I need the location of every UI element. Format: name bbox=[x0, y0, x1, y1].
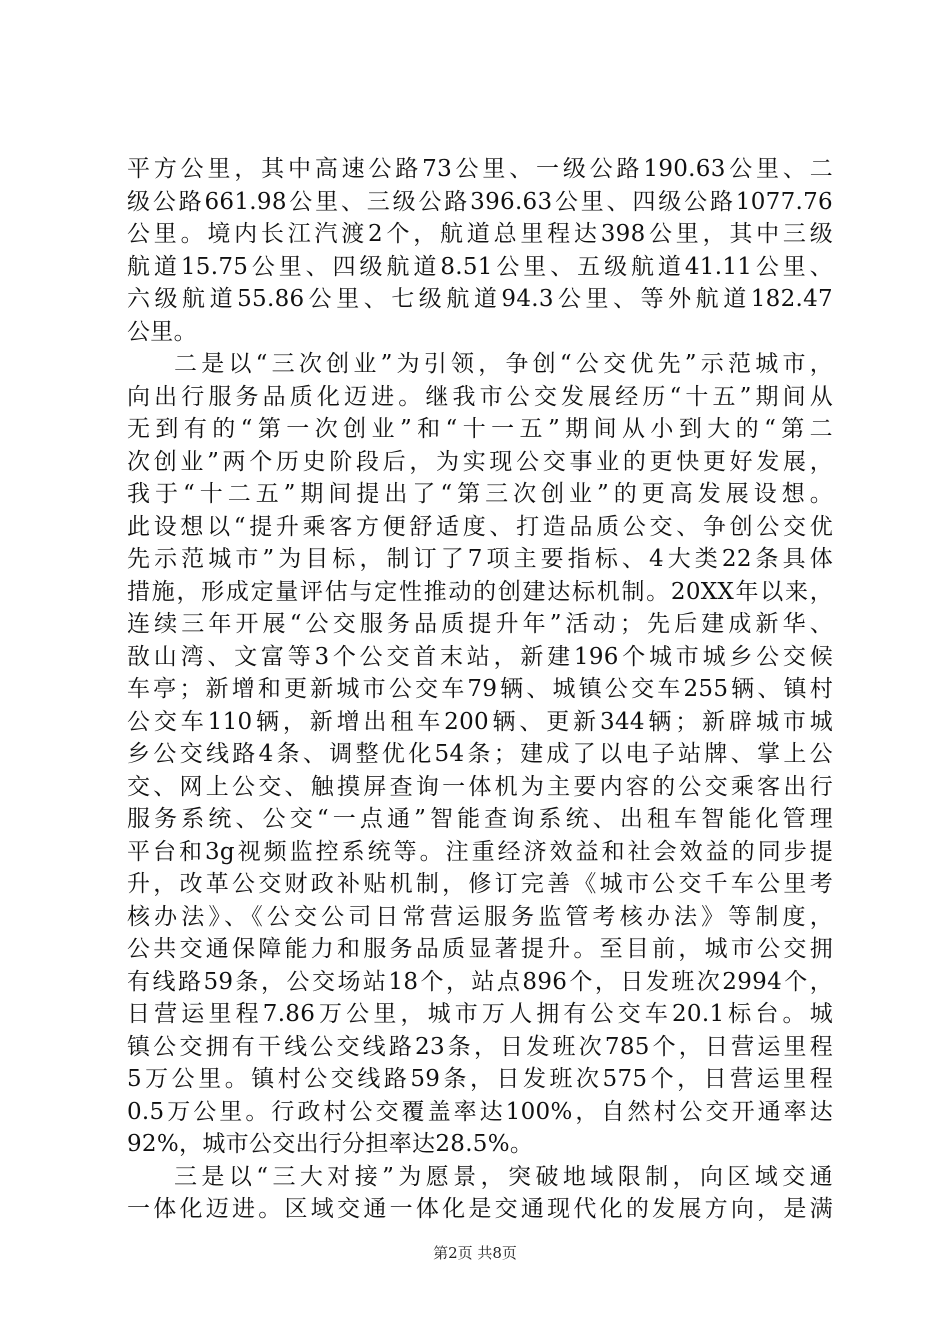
text-line: 公里。境内长江汽渡2个，航道总里程达398公里，其中三级 bbox=[127, 221, 833, 247]
text-line: 交、网上公交、触摸屏查询一体机为主要内容的公交乘客出行 bbox=[127, 773, 833, 800]
text-line: 措施，形成定量评估与定性推动的创建达标机制。20XX年以来， bbox=[127, 578, 833, 605]
text-line: 无到有的“第一次创业”和“十一五”期间从小到大的“第二 bbox=[127, 416, 833, 442]
text-line: 车亭；新增和更新城市公交车79辆、城镇公交车255辆、镇村 bbox=[127, 676, 833, 702]
text-line: 0.5万公里。行政村公交覆盖率达100%，自然村公交开通率达 bbox=[127, 1098, 833, 1125]
text-line: 5万公里。镇村公交线路59条，日发班次575个，日营运里程 bbox=[127, 1066, 833, 1092]
text-line: 级公路661.98公里、三级公路396.63公里、四级公路1077.76 bbox=[127, 188, 833, 215]
text-line: 平台和3g视频监控系统等。注重经济效益和社会效益的同步提 bbox=[127, 838, 833, 865]
text-line: 核办法》、《公交公司日常营运服务监管考核办法》等制度， bbox=[127, 903, 833, 930]
page-number-footer: 第2页 共8页 bbox=[433, 1244, 517, 1262]
text-line: 此设想以“提升乘客方便舒适度、打造品质公交、争创公交优 bbox=[127, 513, 833, 540]
text-line: 六级航道55.86公里、七级航道94.3公里、等外航道182.47 bbox=[127, 286, 833, 312]
text-line: 乡公交线路4条、调整优化54条；建成了以电子站牌、掌上公 bbox=[127, 741, 833, 767]
text-line: 一体化迈进。区域交通一体化是交通现代化的发展方向，是满 bbox=[127, 1196, 833, 1222]
text-line: 公里。 bbox=[127, 318, 197, 345]
text-line: 平方公里，其中高速公路73公里、一级公路190.63公里、二 bbox=[127, 156, 833, 182]
text-line: 敔山湾、文富等3个公交首末站，新建196个城市城乡公交候 bbox=[127, 643, 833, 670]
text-line: 公共交通保障能力和服务品质显著提升。至目前，城市公交拥 bbox=[127, 936, 833, 962]
text-line: 航道15.75公里、四级航道8.51公里、五级航道41.11公里、 bbox=[127, 253, 833, 280]
text-line: 我于“十二五”期间提出了“第三次创业”的更高发展设想。 bbox=[127, 481, 833, 507]
text-line: 次创业”两个历史阶段后，为实现公交事业的更快更好发展， bbox=[127, 448, 833, 475]
text-line: 先示范城市”为目标，制订了7项主要指标、4大类22条具体 bbox=[127, 546, 833, 572]
text-line: 连续三年开展“公交服务品质提升年”活动；先后建成新华、 bbox=[127, 611, 833, 637]
text-line: 升，改革公交财政补贴机制，修订完善《城市公交千车公里考 bbox=[127, 871, 833, 897]
text-line: 92%，城市公交出行分担率达28.5%。 bbox=[127, 1131, 534, 1157]
text-line: 向出行服务品质化迈进。继我市公交发展经历“十五”期间从 bbox=[127, 383, 833, 410]
text-line: 镇公交拥有干线公交线路23条，日发班次785个，日营运里程 bbox=[127, 1033, 833, 1060]
paragraph-start-line: 三是以“三大对接”为愿景，突破地域限制，向区域交通 bbox=[174, 1163, 833, 1190]
text-line: 服务系统、公交“一点通”智能查询系统、出租车智能化管理 bbox=[127, 806, 833, 832]
paragraph-start-line: 二是以“三次创业”为引领，争创“公交优先”示范城市， bbox=[174, 351, 833, 377]
text-line: 公交车110辆，新增出租车200辆、更新344辆；新辟城市城 bbox=[127, 708, 833, 735]
text-line: 有线路59条，公交场站18个，站点896个，日发班次2994个， bbox=[127, 968, 833, 995]
text-line: 日营运里程7.86万公里，城市万人拥有公交车20.1标台。城 bbox=[127, 1001, 833, 1027]
document-body bbox=[127, 153, 833, 1226]
